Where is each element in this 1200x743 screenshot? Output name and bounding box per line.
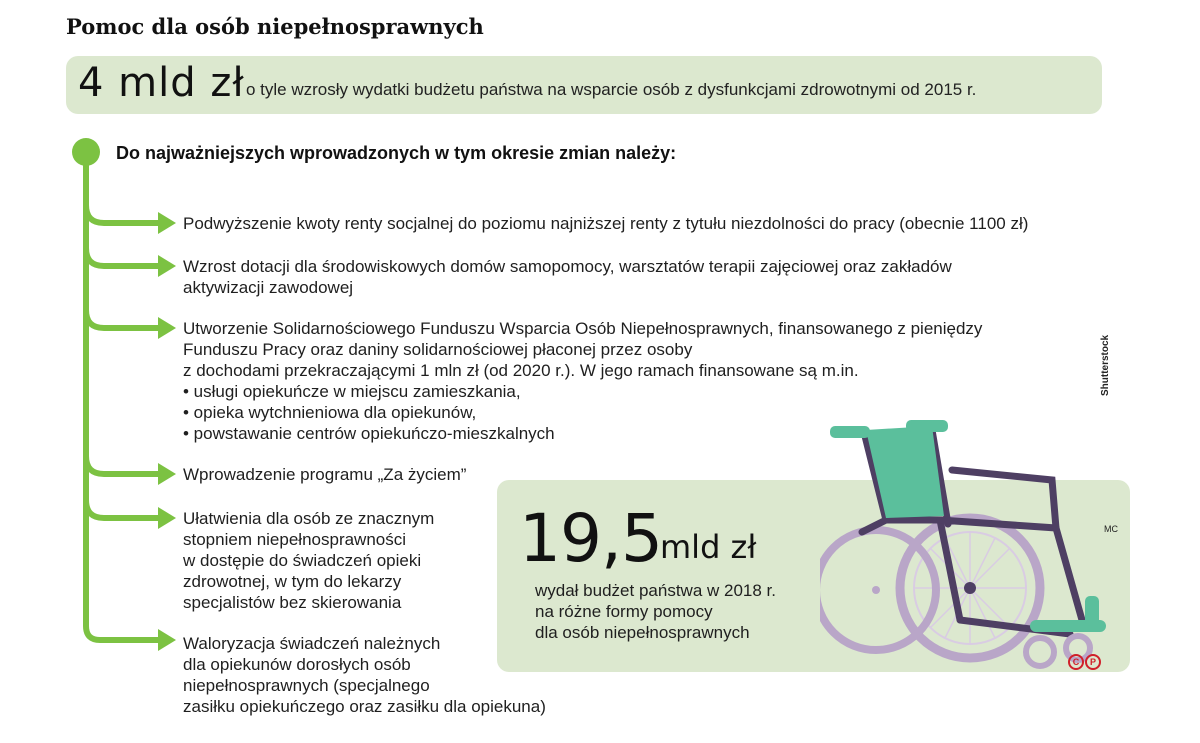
arrow-icon xyxy=(158,255,176,277)
arrow-icon xyxy=(158,629,176,651)
arrow-icon xyxy=(158,463,176,485)
page-title: Pomoc dla osób niepełnosprawnych xyxy=(66,14,484,39)
list-item: Ułatwienia dla osób ze znacznym stopniem niepełnosprawności w dostępie do świadczeń opieki zdrowotnej, w tym do lekarzy specjalistów bez skierowania xyxy=(183,509,435,612)
list-item: Utworzenie Solidarnościowego Funduszu Wsparcia Osób Niepełnosprawnych, finansowanego z pieniędzy Funduszu Pracy oraz daniny solidarnościowej płaconej przez osoby z dochodami przekraczającymi 1 mln zł (od 2020 r.). W jego ramach finansowane są m.in. • usługi opiekuńcze w miejscu zamieszkania, • opieka wytchnieniowa dla opiekunów, • powstawanie centrów opiekuńczo-mieszkalnych xyxy=(183,319,983,443)
connector-tree xyxy=(0,0,200,743)
summary-box xyxy=(66,56,1102,114)
arrow-icon xyxy=(158,507,176,529)
arrow-heads xyxy=(158,212,176,651)
summary-description: o tyle wzrosły wydatki budżetu państwa na wsparcie osób z dysfunkcjami zdrowotnymi od 2015 r. xyxy=(246,80,977,99)
highlight-value: 19,5 xyxy=(519,500,662,577)
author-credit: MC xyxy=(1104,524,1118,534)
wheelchair-icon xyxy=(820,420,1120,672)
highlight-unit: mld zł xyxy=(660,528,757,566)
copyright-icon: C xyxy=(1068,654,1084,670)
list-item: Podwyższenie kwoty renty socjalnej do poziomu najniższej renty z tytułu niezdolności do pracy (obecnie 1100 zł) xyxy=(183,214,1029,233)
arrow-icon xyxy=(158,317,176,339)
summary-value: 4 mld zł xyxy=(78,60,245,106)
copyright-mark: C P xyxy=(1068,654,1098,668)
tree-branches xyxy=(86,205,160,518)
list-item: Wzrost dotacji dla środowiskowych domów samopomocy, warsztatów terapii zajęciowej oraz zakładów aktywizacji zawodowej xyxy=(183,257,952,297)
lead-text: Do najważniejszych wprowadzonych w tym okresie zmian należy: xyxy=(116,143,677,163)
highlight-description: wydał budżet państwa w 2018 r. na różne formy pomocy dla osób niepełnosprawnych xyxy=(535,581,776,642)
photo-credit: Shutterstock xyxy=(1100,334,1111,396)
list-item: Wprowadzenie programu „Za życiem” xyxy=(183,465,467,484)
arrow-icon xyxy=(158,212,176,234)
list-item: Waloryzacja świadczeń należnych dla opiekunów dorosłych osób niepełnosprawnych (specjalnego zasiłku opiekuńczego oraz zasiłku dla opiekuna) xyxy=(183,634,546,716)
